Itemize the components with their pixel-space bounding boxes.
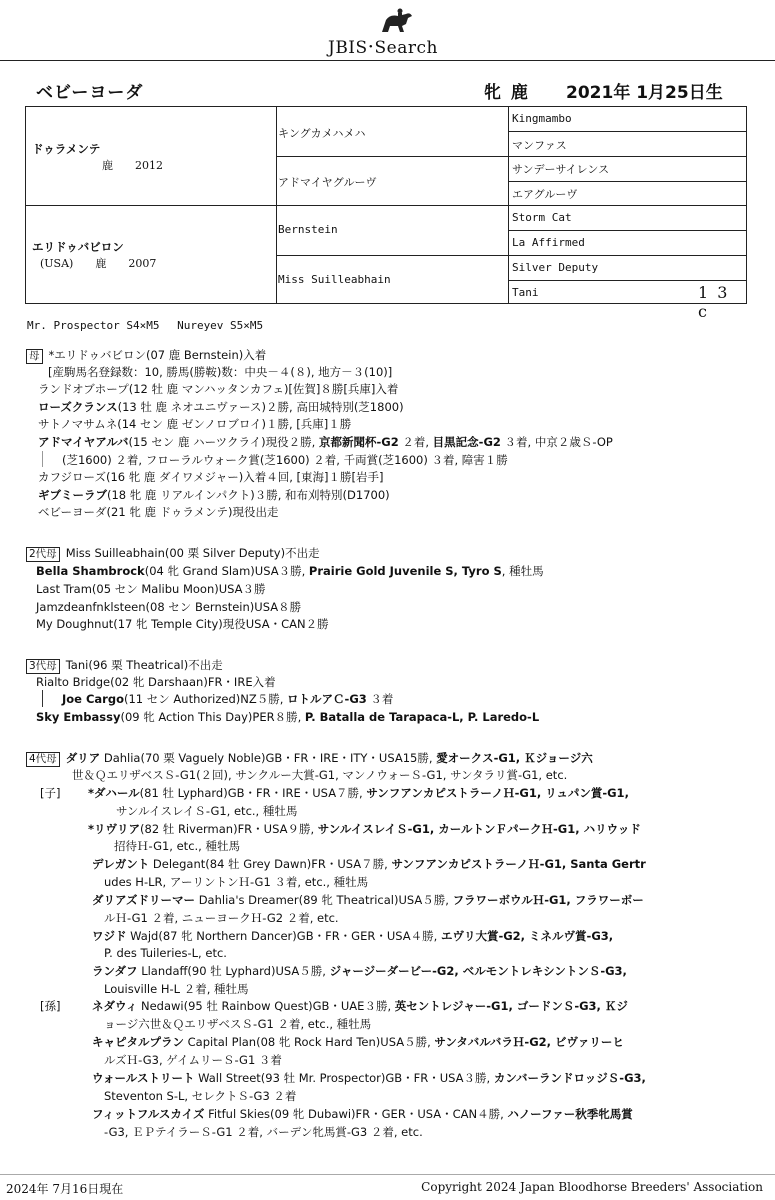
race-name: 京都新聞杯-G2 [318, 435, 399, 449]
produce-entry [38, 399, 404, 415]
pedigree-gen3[interactable]: マンファス [512, 139, 567, 152]
produce-entry-cont: P. des Tuileries-L, etc. [104, 946, 227, 960]
produce-name[interactable]: ローズクランス [38, 400, 118, 414]
section-tag-second-dam: 2代母 [26, 547, 60, 562]
produce-entry-cont: サンルイスレイＳ-G1, etc., 種牡馬 [116, 804, 298, 818]
dam-line [26, 347, 266, 364]
produce-entry-cont: -G3, ＥＰテイラーＳ-G1 ２着, バーデン牝馬賞-G3 ２着, etc. [104, 1125, 423, 1139]
produce-detail: Wajd(87 牝 Northern Dancer)GB・FR・GER・USA４勝, [126, 929, 441, 943]
second-dam-summary: Miss Suilleabhain(00 栗 Silver Deputy)不出走 [65, 546, 320, 560]
second-dam-line [26, 545, 320, 562]
produce-entry [38, 434, 613, 450]
logo-text-jbis: JBIS [328, 38, 368, 58]
pedigree-sire-dam[interactable]: アドマイヤグルーヴ [278, 176, 377, 189]
produce-name[interactable]: *ダハール [88, 786, 140, 800]
produce-entry [92, 928, 613, 944]
continuation-bar [42, 690, 43, 707]
produce-entry [62, 691, 393, 707]
pedigree-divider [508, 230, 746, 231]
produce-detail: ３着 [366, 692, 394, 706]
produce-entry-cont: ルＨ-G1 ２着, ニューヨークＨ-G2 ２着, etc. [104, 911, 339, 925]
race-name: サンフアンカピストラーノＨ-G1, Santa Gertr [391, 857, 646, 871]
produce-entry-cont: Steventon S-L, セレクトＳ-G3 ２着 [104, 1089, 297, 1103]
pedigree-divider [508, 131, 746, 132]
produce-entry [92, 1070, 646, 1086]
produce-name[interactable]: Joe Cargo [62, 692, 124, 706]
produce-detail: Dahlia(70 栗 Vaguely Noble)GB・FR・IRE・ITY・USA15勝, [100, 751, 437, 765]
pedigree-dam-detail: (USA) 鹿 2007 [40, 257, 157, 270]
produce-detail: Capital Plan(08 牝 Rock Hard Ten)USA５勝, [184, 1035, 435, 1049]
produce-entry: Jamzdeanfnklsteen(08 セン Bernstein)USA８勝 [36, 600, 302, 614]
produce-entry: サトノマサムネ(14 セン 鹿 ゼンノロブロイ)１勝, [兵庫]１勝 [38, 417, 352, 431]
race-name: サンルイスレイＳ-G1, カールトンＦパークＨ-G1, ハリウッド [317, 822, 641, 836]
produce-detail: (09 牝 Action This Day)PER８勝, [120, 710, 305, 724]
fourth-dam-name[interactable]: ダリア [65, 751, 101, 765]
produce-detail: (81 牡 Lyphard)GB・FR・IRE・USA７勝, [139, 786, 367, 800]
continuation-bar [42, 451, 43, 467]
produce-entry [92, 856, 646, 872]
pedigree-gen3[interactable]: Silver Deputy [512, 261, 599, 274]
produce-name[interactable]: ランダフ [92, 964, 138, 978]
produce-entry: カフジローズ(16 牝 鹿 ダイワメジャー)入着４回, [東海]１勝[岩手] [38, 470, 384, 484]
pedigree-divider [276, 255, 746, 256]
horse-sex-color: 牝 鹿 [484, 83, 530, 103]
produce-name[interactable]: ワジド [92, 929, 127, 943]
produce-detail: Dahlia's Dreamer(89 牝 Theatrical)USA５勝, [195, 893, 453, 907]
race-name: ジャージーダービー-G2, ベルモントレキシントンＳ-G3, [329, 964, 627, 978]
produce-detail: , 種牡馬 [501, 564, 544, 578]
produce-detail: (04 牝 Grand Slam)USA３勝, [144, 564, 309, 578]
pedigree-divider [508, 181, 746, 182]
produce-detail: (13 牡 鹿 ネオユニヴァース)２勝, 高田城特別(芝1800) [117, 400, 404, 414]
produce-entry-cont: (芝1600) ２着, フローラルウォーク賞(芝1600) ２着, 千両賞(芝1600) ３着, 障害１勝 [62, 453, 508, 467]
pedigree-sire-sire[interactable]: キングカメハメハ [278, 127, 366, 140]
horse-name: ベビーヨーダ [36, 83, 144, 103]
race-name: 目黒記念-G2 [432, 435, 501, 449]
race-name: Prairie Gold Juvenile S, Tyro S [308, 564, 502, 578]
produce-entry [88, 821, 641, 837]
produce-entry-cont: ルズＨ-G3, ゲイムリーＳ-G1 ３着 [104, 1053, 282, 1067]
pedigree-gen3[interactable]: エアグルーヴ [512, 188, 578, 201]
produce-entry-cont: 世＆ＱエリザベスＳ-G1(２回), サンクルー大賞-G1, マンノウォーＳ-G1, サンタラリ賞-G1, etc. [72, 768, 568, 782]
fourth-dam-line [26, 750, 593, 767]
race-name: カンバーランドロッジＳ-G3, [493, 1071, 646, 1085]
pedigree-table [25, 106, 747, 321]
pedigree-dam-dam[interactable]: Miss Suilleabhain [278, 273, 391, 286]
jbis-search-logo[interactable] [328, 8, 468, 56]
produce-entry-cont: ョージ六世＆ＱエリザベスＳ-G1 ２着, etc., 種牡馬 [104, 1017, 372, 1031]
horse-rider-icon [376, 8, 416, 34]
produce-entry: Rialto Bridge(02 牝 Darshaan)FR・IRE入着 [36, 675, 276, 689]
produce-entry [92, 1034, 624, 1050]
race-name: P. Batalla de Tarapaca-L, P. Laredo-L [304, 710, 540, 724]
pedigree-dam-sire[interactable]: Bernstein [278, 223, 338, 236]
footer-copyright: Copyright 2024 Japan Bloodhorse Breeders' Association [421, 1180, 763, 1194]
pedigree-sire[interactable]: ドゥラメンテ [32, 142, 101, 156]
produce-detail: ２着, [398, 435, 433, 449]
produce-detail: (82 牡 Riverman)FR・USA９勝, [140, 822, 318, 836]
produce-name[interactable]: ダリアズドリーマー [92, 893, 196, 907]
produce-name[interactable]: ネダウィ [92, 999, 138, 1013]
race-name: 英セントレジャー-G1, ゴードンＳ-G3, Ｋジ [394, 999, 628, 1013]
footer-date: 2024年 7月16日現在 [6, 1182, 124, 1196]
family-number: 1 3 c [698, 283, 730, 321]
produce-name[interactable]: キャピタルプラン [92, 1035, 184, 1049]
produce-entry: ランドオブホープ(12 牡 鹿 マンハッタンカフェ)[佐賀]８勝[兵庫]入着 [38, 382, 399, 396]
produce-entry-cont: Louisville H-L ２着, 種牡馬 [104, 982, 249, 996]
produce-name[interactable]: *リヴリア [88, 822, 141, 836]
produce-entry [92, 963, 627, 979]
produce-detail: (18 牝 鹿 リアルインパクト)３勝, 和布刈特別(D1700) [107, 488, 390, 502]
produce-name[interactable]: フィットフルスカイズ [92, 1107, 205, 1121]
race-name: サンタバルバラＨ-G2, ビヴァリーヒ [434, 1035, 624, 1049]
pedigree-dam[interactable]: エリドゥバビロン [32, 240, 124, 254]
third-dam-line [26, 657, 223, 674]
produce-entry [36, 563, 544, 579]
produce-detail: Fitful Skies(09 牝 Dubawi)FR・GER・USA・CAN４勝, [204, 1107, 508, 1121]
pedigree-divider [26, 205, 746, 206]
descendant-label-child: [子] [40, 786, 61, 800]
pedigree-gen3[interactable]: Tani [512, 286, 539, 299]
produce-entry: My Doughnut(17 牝 Temple City)現役USA・CAN２勝 [36, 617, 329, 631]
section-tag-third-dam: 3代母 [26, 659, 60, 674]
produce-entry [38, 487, 390, 503]
produce-entry [88, 785, 629, 801]
section-tag-dam: 母 [26, 349, 43, 364]
descendant-label-grandchild: [孫] [40, 999, 61, 1013]
third-dam-summary: Tani(96 栗 Theatrical)不出走 [65, 658, 223, 672]
produce-detail: Delegant(84 牡 Grey Dawn)FR・USA７勝, [149, 857, 392, 871]
produce-entry [92, 998, 628, 1014]
horse-birthdate: 2021年 1月25日生 [566, 83, 723, 103]
produce-detail: Llandaff(90 牡 Lyphard)USA５勝, [137, 964, 330, 978]
race-name: サンフアンカピストラーノＨ-G1, リュパン賞-G1, [366, 786, 629, 800]
pedigree-gen3[interactable]: La Affirmed [512, 236, 585, 249]
produce-entry [92, 1106, 633, 1122]
produce-entry-cont: udes H-LR, アーリントンＨ-G1 ３着, etc., 種牡馬 [104, 875, 369, 889]
produce-entry: Last Tram(05 セン Malibu Moon)USA３勝 [36, 582, 266, 596]
pedigree-sire-detail: 鹿 2012 [102, 159, 163, 172]
produce-entry [92, 892, 644, 908]
race-name: エヴリ大賞-G2, ミネルヴ賞-G3, [440, 929, 614, 943]
dam-produce-stats: [産駒馬名登録数：10, 勝馬(勝鞍)数：中央－４(８), 地方－３(10)] [48, 365, 393, 379]
produce-detail: Nedawi(95 牡 Rainbow Quest)GB・UAE３勝, [137, 999, 395, 1013]
race-name: フラワーボウルＨ-G1, フラワーボー [452, 893, 644, 907]
produce-name[interactable]: アドマイヤアルバ [38, 435, 129, 449]
logo-text-search: Search [374, 38, 438, 58]
footer-divider [0, 1174, 775, 1175]
race-name: ロトルアＣ-G3 [287, 692, 367, 706]
produce-detail: (15 セン 鹿 ハーツクライ)現役２勝, [128, 435, 319, 449]
produce-entry-cont: 招待Ｈ-G1, etc., 種牡馬 [114, 839, 240, 853]
pedigree-divider [508, 280, 746, 281]
produce-name[interactable]: Sky Embassy [36, 710, 121, 724]
produce-name[interactable]: ギブミーラブ [38, 488, 107, 502]
produce-entry [36, 709, 539, 725]
race-name: 愛オークス-G1, Ｋジョージ六 [436, 751, 593, 765]
produce-name[interactable]: ウォールストリート [92, 1071, 195, 1085]
logo-separator: · [367, 34, 375, 58]
pedigree-gen3[interactable]: Storm Cat [512, 211, 572, 224]
produce-name[interactable]: Bella Shambrock [36, 564, 145, 578]
pedigree-gen3[interactable]: Kingmambo [512, 112, 572, 125]
produce-name[interactable]: デレガント [92, 857, 150, 871]
produce-detail: ３着, 中京２歳Ｓ-OP [500, 435, 613, 449]
produce-detail: Wall Street(93 牡 Mr. Prospector)GB・FR・USA３勝, [194, 1071, 494, 1085]
produce-detail: (11 セン Authorized)NZ５勝, [124, 692, 288, 706]
pedigree-gen3[interactable]: サンデーサイレンス [512, 163, 610, 176]
race-name: ハノーファー秋季牝馬賞 [507, 1107, 633, 1121]
produce-entry: ベビーヨーダ(21 牝 鹿 ドゥラメンテ)現役出走 [38, 505, 279, 519]
inbreeding-info: Mr. Prospector S4×M5 Nureyev S5×M5 [27, 319, 264, 332]
dam-summary: *エリドゥバビロン(07 鹿 Bernstein)入着 [48, 348, 267, 362]
header-divider [0, 60, 775, 61]
section-tag-fourth-dam: 4代母 [26, 752, 60, 767]
pedigree-divider [276, 156, 746, 157]
